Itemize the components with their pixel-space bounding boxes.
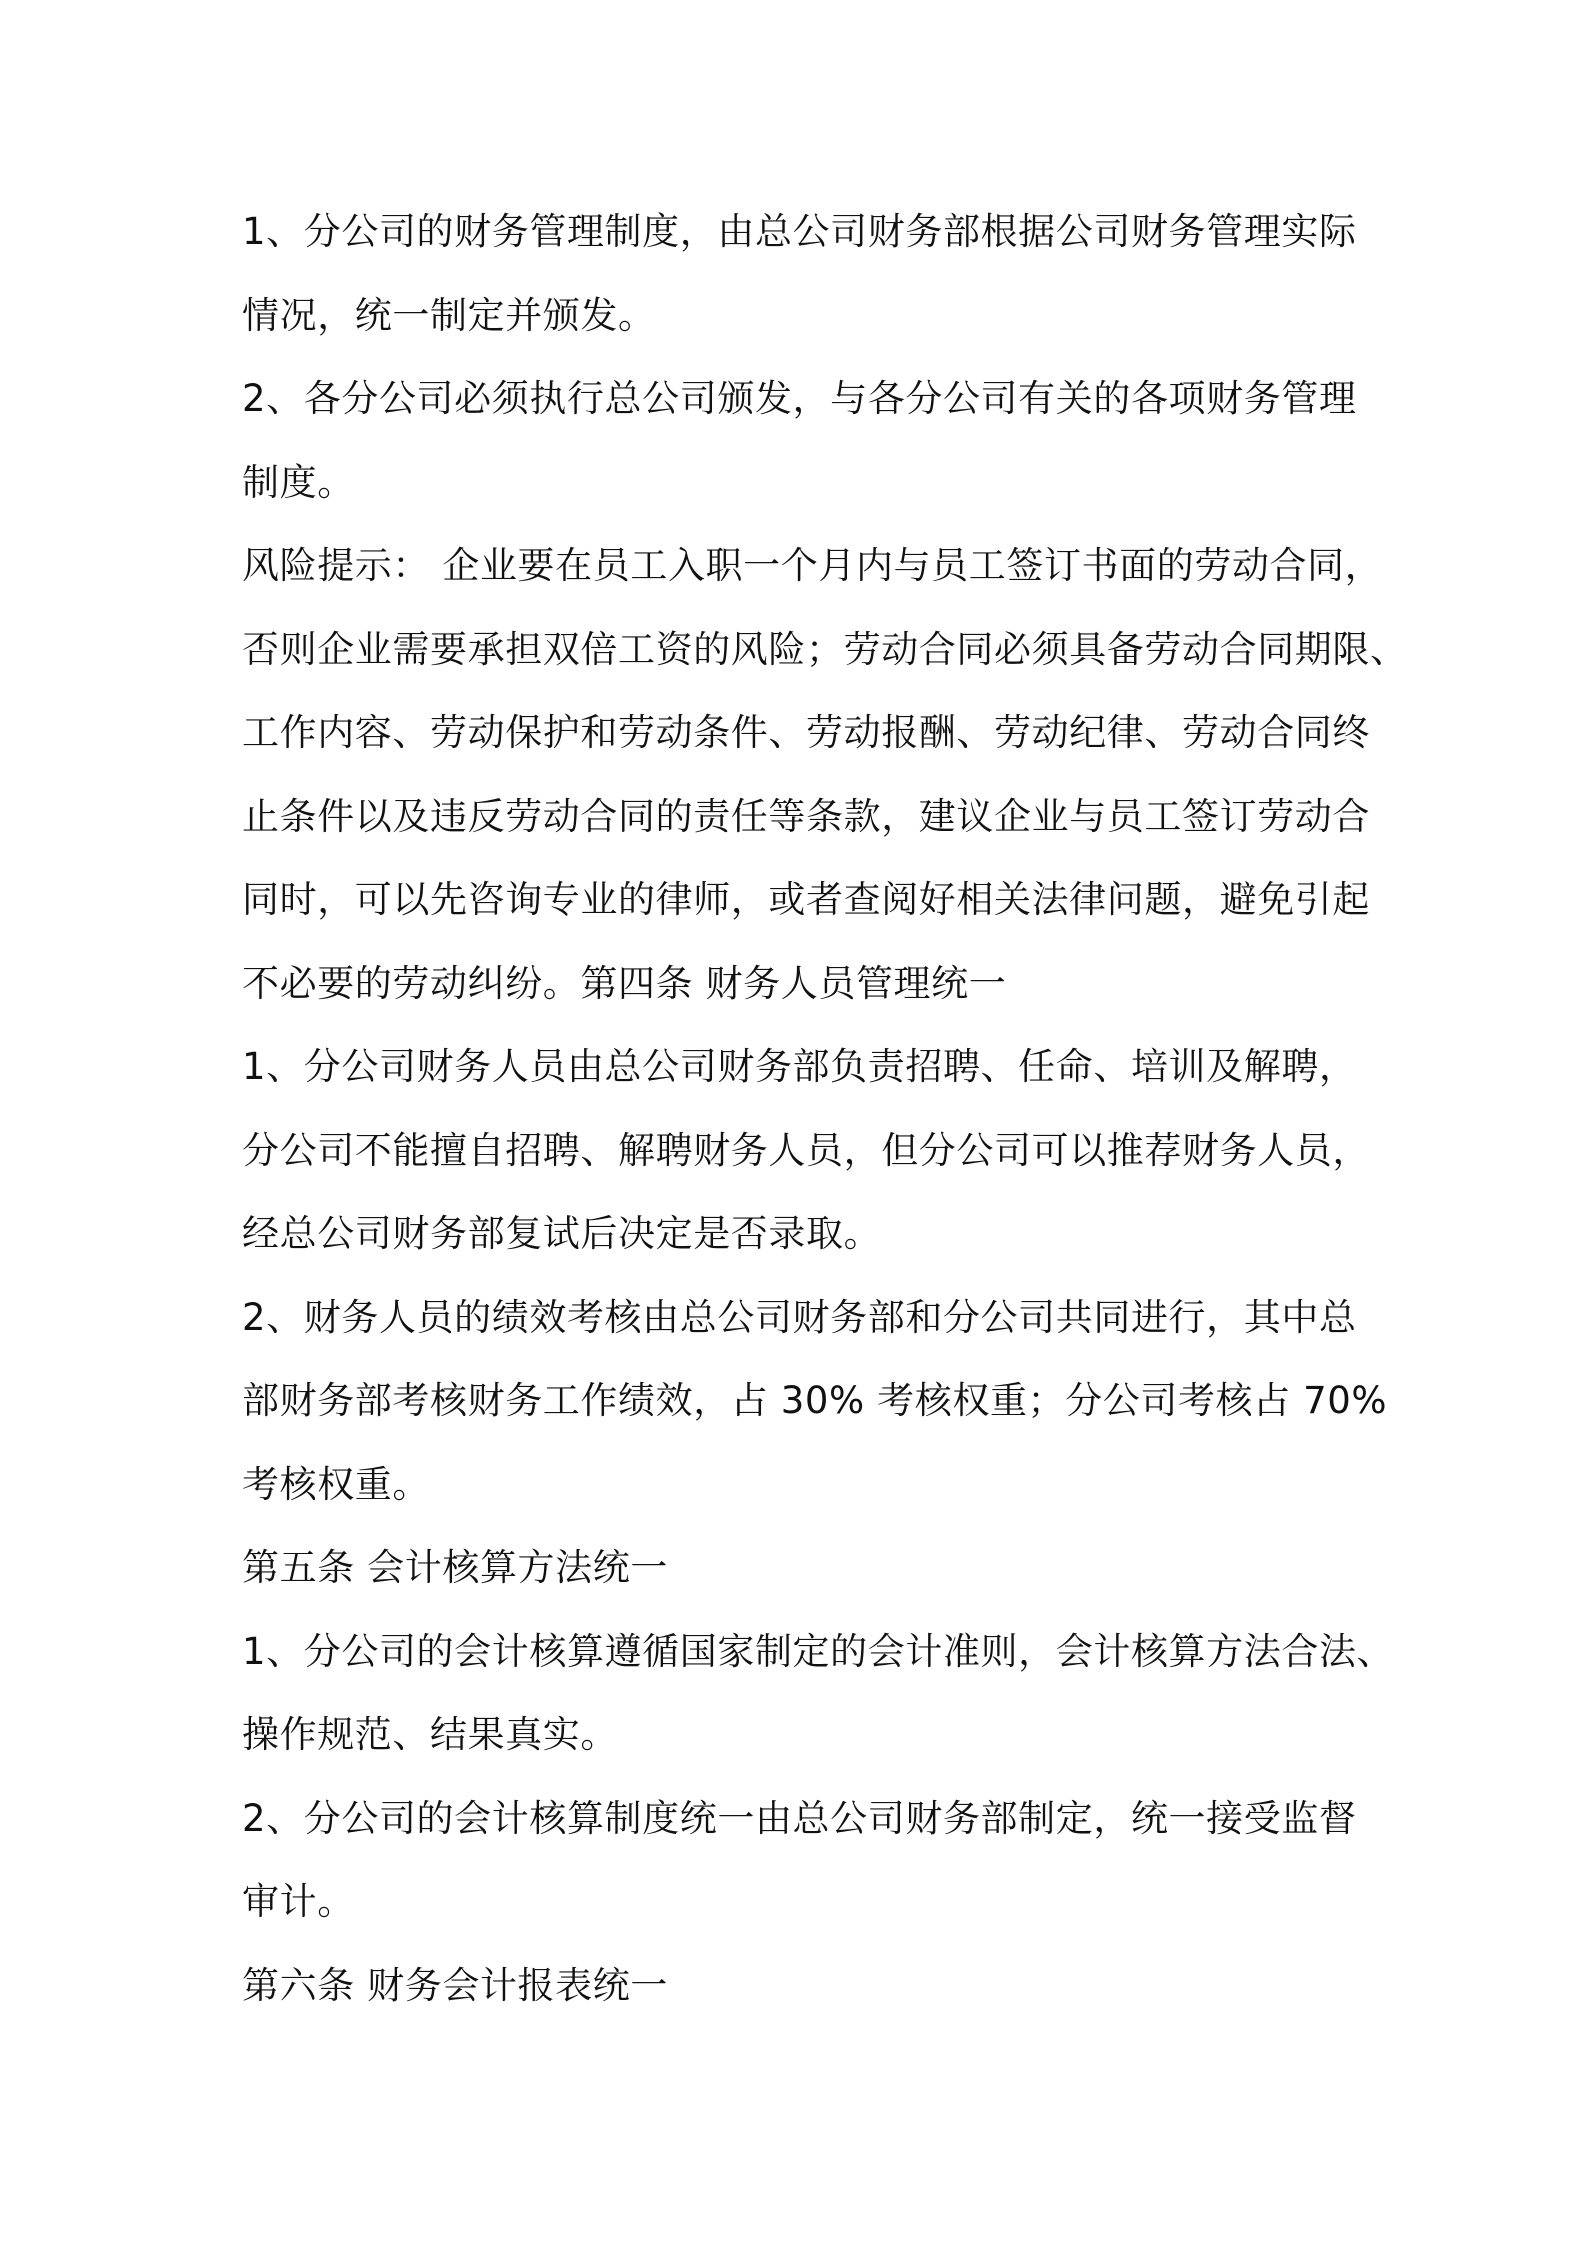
risk-notice-line: 风险提示： 企业要在员工入职一个月内与员工签订书面的劳动合同， [242, 544, 1383, 587]
text-line: 1、分公司财务人员由总公司财务部负责招聘、任命、培训及解聘， [242, 1045, 1357, 1088]
text-line: 否则企业需要承担双倍工资的风险；劳动合同必须具备劳动合同期限、 [242, 627, 1408, 671]
text-line: 分公司不能擅自招聘、解聘财务人员，但分公司可以推荐财务人员， [242, 1128, 1370, 1172]
text-line: 2、分公司的会计核算制度统一由总公司财务部制定，统一接受监督 [242, 1796, 1357, 1840]
section-heading: 第六条 财务会计报表统一 [242, 1963, 668, 2007]
text-line: 工作内容、劳动保护和劳动条件、劳动报酬、劳动纪律、劳动合同终 [242, 711, 1370, 754]
text-line: 同时，可以先咨询专业的律师，或者查阅好相关法律问题，避免引起 [242, 878, 1370, 921]
text-line: 操作规范、结果真实。 [242, 1713, 618, 1756]
text-line: 1、分公司的会计核算遵循国家制定的会计准则，会计核算方法合法、 [242, 1629, 1395, 1673]
text-line: 经总公司财务部复试后决定是否录取。 [242, 1212, 882, 1255]
section-heading: 第五条 会计核算方法统一 [242, 1546, 668, 1589]
text-line: 不必要的劳动纠纷。第四条 财务人员管理统一 [242, 961, 1007, 1005]
text-line: 2、各分公司必须执行总公司颁发，与各分公司有关的各项财务管理 [242, 377, 1357, 420]
text-line: 审计。 [242, 1880, 355, 1923]
text-line: 止条件以及违反劳动合同的责任等条款，建议企业与员工签订劳动合 [242, 794, 1370, 838]
document-body [242, 190, 1408, 2027]
text-line: 制度。 [242, 460, 355, 504]
text-line: 2、财务人员的绩效考核由总公司财务部和分公司共同进行，其中总 [242, 1295, 1357, 1339]
text-line: 部财务部考核财务工作绩效，占 30% 考核权重；分公司考核占 70% [242, 1379, 1388, 1422]
text-line: 1、分公司的财务管理制度，由总公司财务部根据公司财务管理实际 [242, 210, 1357, 253]
text-line: 考核权重。 [242, 1462, 430, 1506]
text-line: 情况，统一制定并颁发。 [242, 293, 656, 337]
